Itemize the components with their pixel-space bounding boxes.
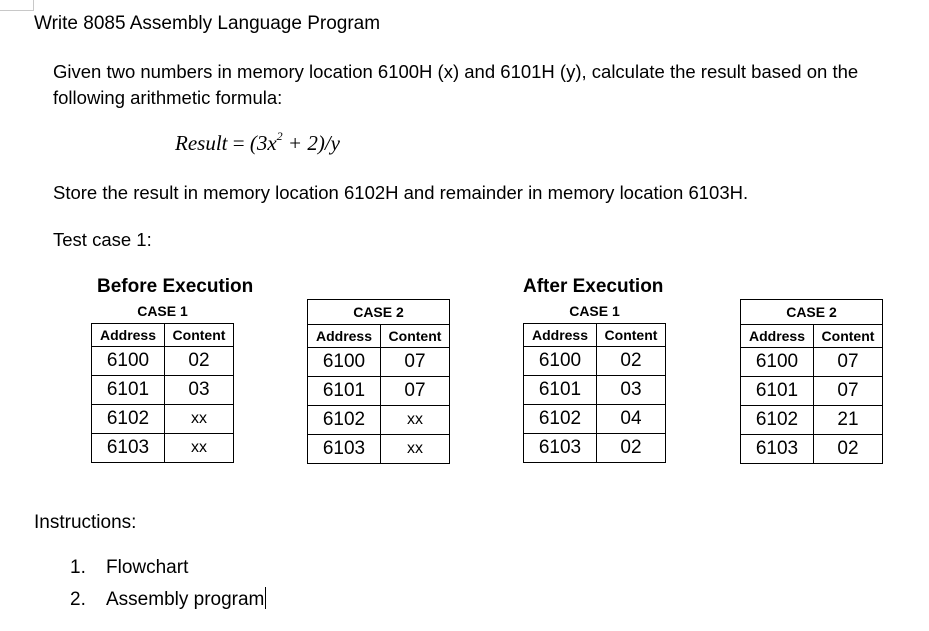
table-row xyxy=(741,348,883,377)
address-column-header: Address xyxy=(741,325,814,348)
table-case-header: CASE 2 xyxy=(741,300,883,325)
before-execution-heading: Before Execution xyxy=(97,276,254,297)
test-case-label[interactable]: Test case 1: xyxy=(53,229,152,250)
table-row xyxy=(308,435,450,464)
address-cell: 6103 xyxy=(524,434,597,463)
content-cell: 03 xyxy=(165,376,234,405)
content-cell: 02 xyxy=(814,435,883,464)
content-cell: 02 xyxy=(597,347,666,376)
table-case-header: CASE 2 xyxy=(308,300,450,325)
list-number: 2. xyxy=(70,589,86,610)
content-cell: xx xyxy=(381,435,450,464)
address-cell: 6103 xyxy=(741,435,814,464)
formula-equals: = xyxy=(227,131,250,155)
address-column-header: Address xyxy=(308,325,381,348)
list-item-text: Flowchart xyxy=(106,557,189,578)
formula-exponent: 2 xyxy=(276,129,283,143)
problem-statement[interactable]: Given two numbers in memory location 6100H (x) and 6101H (y), calculate the result based on the following arithmetic formula: xyxy=(53,61,859,108)
address-cell: 6103 xyxy=(308,435,381,464)
instructions-label[interactable]: Instructions: xyxy=(34,512,137,533)
address-cell: 6102 xyxy=(524,405,597,434)
address-cell: 6100 xyxy=(524,347,597,376)
table-row xyxy=(741,406,883,435)
address-cell: 6101 xyxy=(308,377,381,406)
content-cell: 02 xyxy=(597,434,666,463)
formula-rhs-a: (3x xyxy=(249,131,277,155)
content-cell: 03 xyxy=(597,376,666,405)
content-cell: xx xyxy=(381,406,450,435)
list-item[interactable] xyxy=(70,587,266,611)
content-cell: 07 xyxy=(381,377,450,406)
table-row xyxy=(308,348,450,377)
table-row xyxy=(92,405,234,434)
table-case-header: CASE 1 xyxy=(524,299,666,324)
address-cell: 6101 xyxy=(741,377,814,406)
page-corner-marker xyxy=(0,0,34,11)
before-case2-table xyxy=(307,299,450,464)
address-cell: 6100 xyxy=(92,347,165,376)
content-column-header: Content xyxy=(814,325,883,348)
text-cursor xyxy=(265,587,266,609)
content-cell: 21 xyxy=(814,406,883,435)
table-row xyxy=(92,347,234,376)
content-cell: xx xyxy=(165,434,234,463)
table-row xyxy=(741,377,883,406)
list-item-text: Assembly program xyxy=(106,589,265,610)
formula-lhs: Result xyxy=(175,131,228,155)
address-column-header: Address xyxy=(92,324,165,347)
address-column-header: Address xyxy=(524,324,597,347)
table-row xyxy=(92,376,234,405)
after-case2-table xyxy=(740,299,883,464)
content-column-header: Content xyxy=(381,325,450,348)
address-cell: 6102 xyxy=(308,406,381,435)
after-case1-table xyxy=(523,299,666,463)
table-row xyxy=(308,377,450,406)
content-cell: 04 xyxy=(597,405,666,434)
content-cell: 07 xyxy=(381,348,450,377)
table-row xyxy=(524,376,666,405)
address-cell: 6102 xyxy=(741,406,814,435)
content-cell: 07 xyxy=(814,348,883,377)
content-column-header: Content xyxy=(165,324,234,347)
table-row xyxy=(524,347,666,376)
table-row xyxy=(92,434,234,463)
content-cell: 02 xyxy=(165,347,234,376)
content-cell: 07 xyxy=(814,377,883,406)
address-cell: 6102 xyxy=(92,405,165,434)
table-case-header: CASE 1 xyxy=(92,299,234,324)
before-case1-table xyxy=(91,299,234,463)
address-cell: 6100 xyxy=(741,348,814,377)
table-row xyxy=(524,405,666,434)
storage-instruction[interactable]: Store the result in memory location 6102H and remainder in memory location 6103H. xyxy=(53,182,749,203)
content-column-header: Content xyxy=(597,324,666,347)
list-item[interactable] xyxy=(70,557,188,579)
arithmetic-formula xyxy=(175,131,340,156)
content-cell: xx xyxy=(165,405,234,434)
address-cell: 6100 xyxy=(308,348,381,377)
table-row xyxy=(308,406,450,435)
formula-rhs-b: + 2)/y xyxy=(282,131,340,155)
after-execution-heading: After Execution xyxy=(523,276,664,297)
address-cell: 6101 xyxy=(92,376,165,405)
address-cell: 6101 xyxy=(524,376,597,405)
document-title[interactable]: Write 8085 Assembly Language Program xyxy=(34,13,381,34)
table-row xyxy=(741,435,883,464)
table-row xyxy=(524,434,666,463)
list-number: 1. xyxy=(70,557,86,578)
address-cell: 6103 xyxy=(92,434,165,463)
